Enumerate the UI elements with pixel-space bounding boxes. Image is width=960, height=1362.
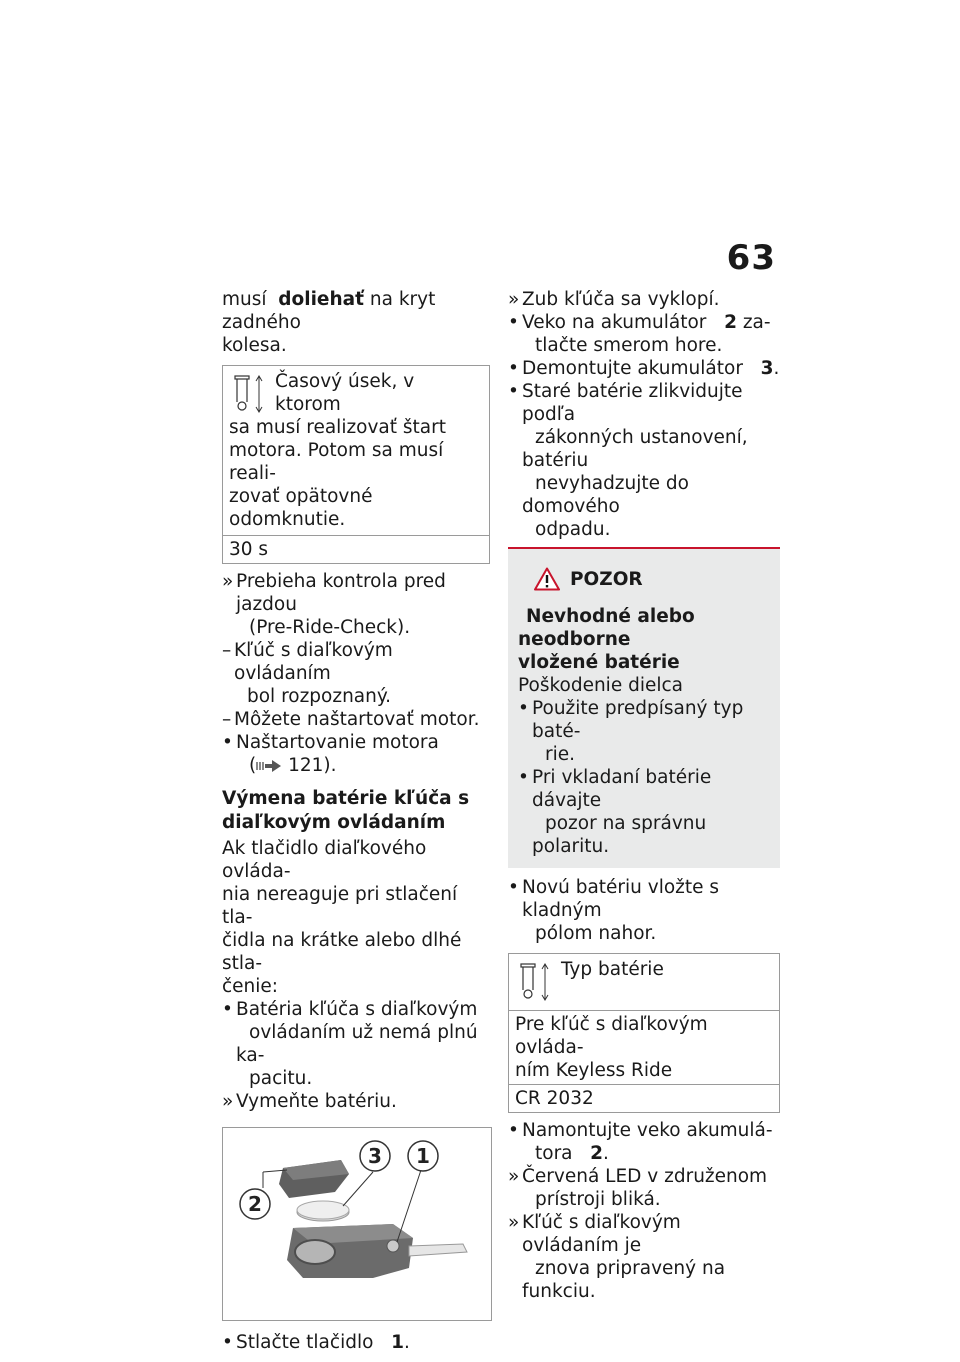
list-item: » Kľúč s diaľkovým ovládaním je znova pripravený na funkciu. bbox=[508, 1212, 726, 1302]
list-item: » Zub kľúča sa vyklopí. bbox=[508, 289, 720, 310]
intro-text: musí doliehať na kryt zadného kolesa. bbox=[222, 289, 436, 356]
time-span-box: Časový úsek, v ktorom sa musí realizovať štart motora. Potom sa musí reali- zovať opätovné odomknutie. 30 s bbox=[222, 365, 490, 564]
battery-type-value: CR 2032 bbox=[509, 1084, 779, 1112]
measurement-icon bbox=[231, 372, 267, 416]
list-item: • Veko na akumulátor 2 za- tlačte smerom hore. bbox=[508, 312, 771, 356]
list-item: • Novú batériu vložte s kladným pólom nahor. bbox=[508, 877, 720, 944]
right-column bbox=[508, 288, 780, 1303]
warning-box bbox=[508, 547, 780, 868]
paragraph: Ak tlačidlo diaľkového ovláda- nia nereaguje pri stlačení tla- čidla na krátke alebo dlhé stla- čenie: bbox=[222, 838, 462, 997]
list-item: • Demontujte akumulátor 3. bbox=[508, 358, 780, 379]
warning-cause: Poškodenie dielca bbox=[518, 675, 683, 696]
section-heading: Výmena batérie kľúča s diaľkovým ovládaním bbox=[222, 788, 470, 833]
list-item: – Kľúč s diaľkovým ovládaním bol rozpoznaný. bbox=[222, 640, 393, 707]
list-item: » Prebieha kontrola pred jazdou (Pre-Ride-Check). bbox=[222, 571, 446, 638]
list-item: • Naštartovanie motora ( 121). bbox=[222, 732, 439, 776]
warning-label: POZOR bbox=[570, 568, 643, 590]
warning-item: • Použite predpísaný typ baté- rie. bbox=[518, 698, 744, 765]
battery-type-box bbox=[508, 953, 780, 1113]
list-item: » Vymeňte batériu. bbox=[222, 1091, 397, 1112]
list-item: • Staré batérie zlikvidujte podľa zákonných ustanovení, batériu nevyhadzujte do domového odpadu. bbox=[508, 381, 748, 540]
list-item: » Červená LED v združenom prístroji bliká. bbox=[508, 1166, 768, 1210]
list-item: • Batéria kľúča s diaľkovým ovládaním už nemá plnú ka- pacitu. bbox=[222, 999, 478, 1089]
callout-label-3: 3 bbox=[368, 1144, 382, 1168]
measurement-icon bbox=[517, 960, 553, 1004]
warning-title: Nevhodné alebo neodborne vložené batérie bbox=[518, 606, 695, 673]
key-battery-figure bbox=[222, 1127, 492, 1321]
list-item: • Namontujte veko akumulá- tora 2. bbox=[508, 1120, 773, 1164]
list-item: • Stlačte tlačidlo 1. bbox=[222, 1332, 410, 1353]
page-number: 63 bbox=[726, 238, 776, 278]
battery-type-description: Pre kľúč s diaľkovým ovláda- ním Keyless Ride bbox=[509, 1010, 779, 1084]
left-column bbox=[222, 288, 490, 1354]
warning-triangle-icon bbox=[534, 567, 560, 591]
callout-label-1: 1 bbox=[416, 1144, 430, 1168]
page-reference[interactable]: 121). bbox=[288, 755, 337, 776]
warning-item: • Pri vkladaní batérie dávajte pozor na správnu polaritu. bbox=[518, 767, 712, 857]
list-item: – Môžete naštartovať motor. bbox=[222, 709, 480, 730]
battery-type-title: Typ batérie bbox=[561, 959, 664, 980]
key-illustration bbox=[223, 1128, 491, 1320]
callout-label-2: 2 bbox=[248, 1192, 262, 1216]
time-span-value: 30 s bbox=[223, 535, 489, 563]
page-reference-arrow-icon bbox=[256, 759, 282, 773]
